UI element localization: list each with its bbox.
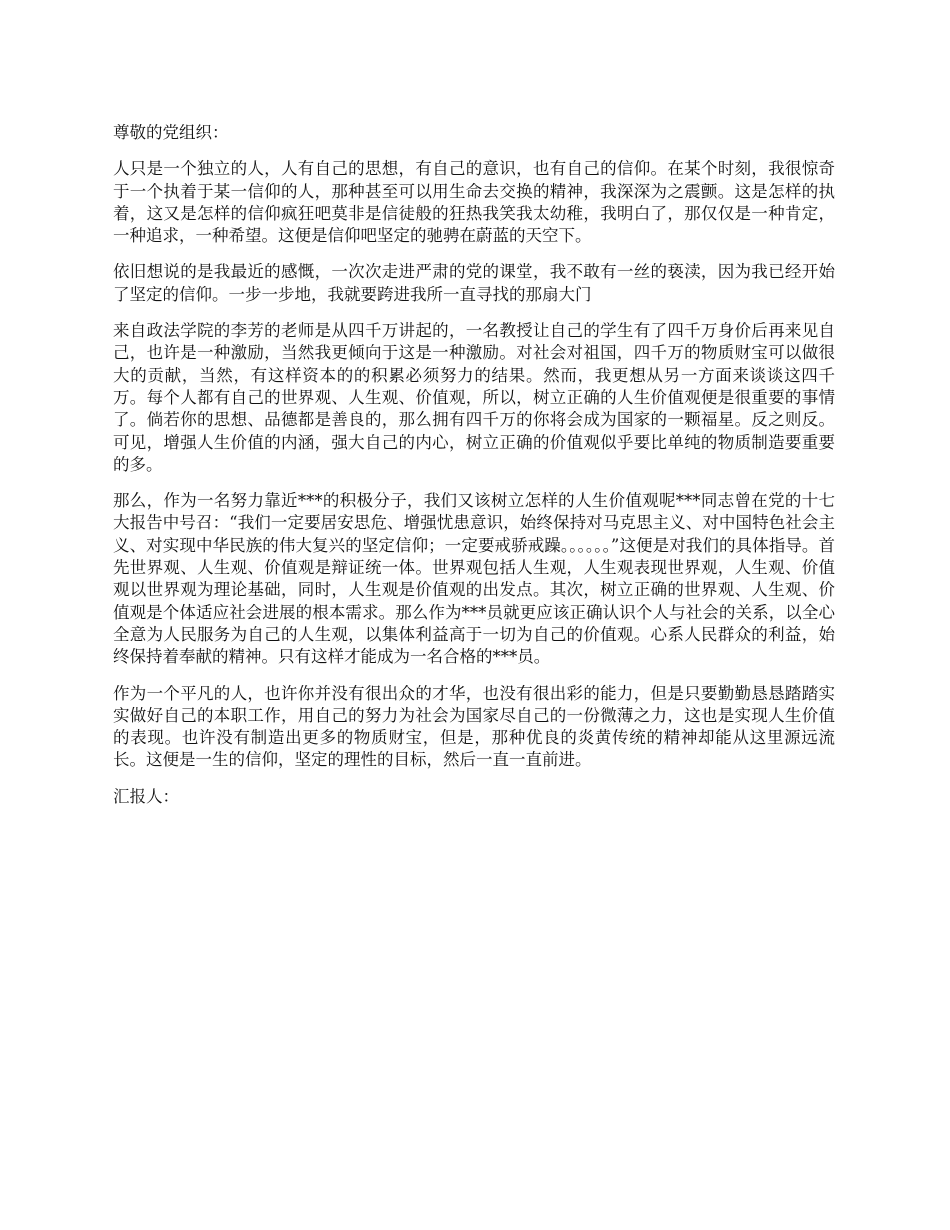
- paragraph-4: 那么，作为一名努力靠近***的积极分子，我们又该树立怎样的人生价值观呢***同志曾在党的十七大报告中号召：“我们一定要居安思危、增强忧患意识，始终保持对马克思主义、对中国特色社会主义、对实现中华民族的伟大复兴的坚定信仰；一定要戒骄戒躁。。。。。。”这便是对我们的具体指导。首先世界观、人生观、价值观是辩证统一体。世界观包括人生观，人生观表现世界观，人生观、价值观以世界观为理论基础，同时，人生观是价值观的出发点。其次，树立正确的世界观、人生观、价值观是个体适应社会进展的根本需求。那么作为***员就更应该正确认识个人与社会的关系，以全心全意为人民服务为自己的人生观，以集体利益高于一切为自己的价值观。心系人民群众的利益，始终保持着奉献的精神。只有这样才能成为一名合格的***员。: [113, 491, 835, 667]
- paragraph-3: 来自政法学院的李芳的老师是从四千万讲起的，一名教授让自己的学生有了四千万身价后再来见自己，也许是一种激励，当然我更倾向于这是一种激励。对社会对祖国，四千万的物质财宝可以做很大的贡献，当然，有这样资本的的积累必须努力的结果。然而，我更想从另一方面来谈谈这四千万。每个人都有自己的世界观、人生观、价值观，所以，树立正确的人生价值观便是很重要的事情了。倘若你的思想、品德都是善良的，那么拥有四千万的你将会成为国家的一颗福星。反之则反。可见，增强人生价值的内涵，强大自己的内心，树立正确的价值观似乎要比单纯的物质制造要重要的多。: [113, 321, 835, 474]
- paragraph-5: 作为一个平凡的人，也许你并没有很出众的才华，也没有很出彩的能力，但是只要勤勤恳恳踏踏实实做好自己的本职工作，用自己的努力为社会为国家尽自己的一份微薄之力，这也是实现人生价值的表现。也许没有制造出更多的物质财宝，但是，那种优良的炎黄传统的精神却能从这里源远流长。这便是一生的信仰，坚定的理性的目标，然后一直一直前进。: [113, 683, 835, 770]
- salutation: 尊敬的党组织：: [113, 123, 229, 142]
- document-body: [113, 122, 835, 822]
- paragraph-2: 依旧想说的是我最近的感慨，一次次走进严肃的党的课堂，我不敢有一丝的亵渎，因为我已经开始了坚定的信仰。一步一步地，我就要跨进我所一直寻找的那扇大门: [113, 262, 835, 304]
- paragraph-1: 人只是一个独立的人，人有自己的思想，有自己的意识，也有自己的信仰。在某个时刻，我很惊奇于一个执着于某一信仰的人，那种甚至可以用生命去交换的精神，我深深为之震颤。这是怎样的执着，这又是怎样的信仰疯狂吧莫非是信徒般的狂热我笑我太幼稚，我明白了，那仅仅是一种肯定，一种追求，一种希望。这便是信仰吧坚定的驰骋在蔚蓝的天空下。: [113, 159, 835, 246]
- signature-label: 汇报人：: [113, 786, 179, 806]
